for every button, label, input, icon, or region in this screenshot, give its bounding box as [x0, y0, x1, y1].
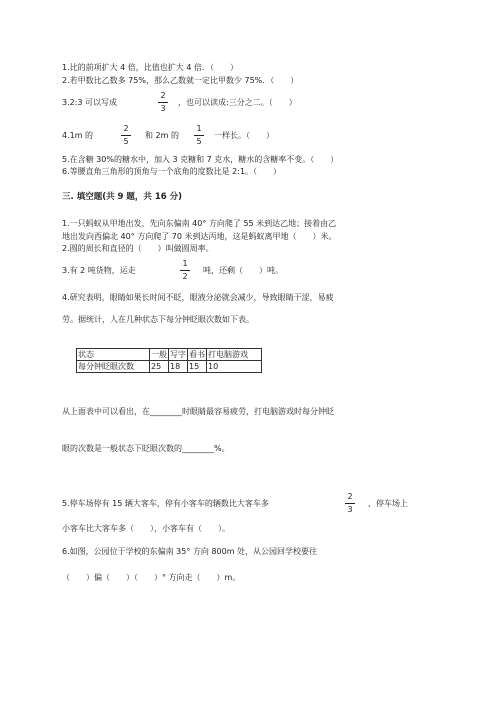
section-heading-fill: 三. 填空题(共 9 题，共 16 分): [62, 192, 183, 202]
judge-q1: 1.比的前项扩大 4 倍，比值也扩大 4 倍．（ ）: [62, 63, 238, 72]
fill-q5-text-b: ，停车场上: [368, 499, 408, 508]
fill-q3-text-a: 3.有 2 吨货物，运走: [62, 266, 136, 275]
fill-q6-line2: （ ）偏（ ）（ ）° 方向走（ ）m。: [62, 573, 241, 582]
table-header-row: [77, 349, 262, 361]
table-cell: 18: [169, 361, 188, 373]
fraction-numerator: 2: [347, 492, 353, 501]
table-cell: 10: [207, 361, 262, 373]
fraction-numerator: 1: [182, 259, 188, 268]
fill-q4-line2: 劳。据统计，人在几种状态下每分钟眨眼次数如下表。: [62, 315, 254, 324]
fraction-denominator: 3: [347, 505, 353, 514]
fraction-numerator: 1: [196, 124, 202, 133]
fill-q5-text-a: 5.停车场停有 15 辆大客车，停有小客车的辆数比大客车多: [62, 499, 269, 508]
fill-q5-fraction: [345, 492, 355, 515]
judge-q6: 6.等腰直角三角形的顶角与一个底角的度数比是 2:1。（ ）: [62, 167, 282, 176]
fill-q4-line4: 眼的次数是一般状态下眨眼次数的________%。: [62, 444, 230, 453]
judge-q3-fraction: [158, 91, 168, 114]
fill-q3-text-b: 吨，还剩（ ）吨。: [203, 266, 283, 275]
fill-q1-line2: 地出发向西偏北 40° 方向爬了 70 米到达丙地，这是蚂蚁离甲地（ ）米。: [62, 232, 337, 241]
fill-q1-line1: 1.一只蚂蚁从甲地出发，先向东偏南 40° 方向爬了 55 米到达乙地；接着由乙: [62, 219, 337, 228]
table-header-cell: 写字: [170, 350, 186, 359]
table-header-cell: 一般: [151, 350, 167, 359]
judge-q4-text-c: 一样长。（ ）: [214, 131, 274, 140]
fill-q6-line1: 6.如图，公园位于学校的东偏南 35° 方向 800m 处，从公园回学校要往: [62, 547, 318, 556]
table-header-cell: 看书: [189, 350, 205, 359]
fill-q3-fraction: [180, 259, 190, 282]
judge-q2: 2.若甲数比乙数多 75%，那么乙数就一定比甲数少 75%．（ ）: [62, 76, 299, 85]
fraction-numerator: 2: [160, 91, 166, 100]
judge-q3-text-b: ，也可以读成:三分之二。（ ）: [178, 98, 297, 107]
fraction-numerator: 2: [123, 124, 129, 133]
fraction-denominator: 3: [160, 104, 166, 113]
judge-q4-fraction-1: [121, 124, 131, 147]
judge-q5: 5.在含糖 30%的糖水中，加入 3 克糖和 7 克水，糖水的含糖率不变。（ ）: [62, 155, 339, 164]
table-cell: 每分钟眨眼次数: [77, 361, 150, 373]
table-row: [77, 361, 262, 373]
table-header-cell: 打电脑游戏: [207, 349, 262, 361]
fill-q2: 2.圆的周长和直径的（ ）叫做圆周率。: [62, 244, 214, 253]
judge-q3-text-a: 3.2:3 可以写成: [62, 98, 118, 107]
judge-q4-fraction-2: [194, 124, 204, 147]
judge-q4-text-a: 4.1m 的: [62, 131, 94, 140]
fraction-denominator: 2: [182, 272, 188, 281]
blink-rate-table: [76, 348, 262, 373]
fraction-denominator: 5: [196, 137, 202, 146]
judge-q4-text-b: 和 2m 的: [145, 131, 179, 140]
table-cell: 25: [150, 361, 169, 373]
fill-q5-line2: 小客车比大客车多（ ），小客车有（ ）。: [62, 524, 230, 533]
table-cell: 15: [188, 361, 207, 373]
fraction-denominator: 5: [123, 137, 129, 146]
table-header-cell: 状态: [77, 349, 150, 361]
fill-q4-line3: 从上面表中可以看出，在________时眼睛最容易疲劳，打电脑游戏时每分钟眨: [62, 407, 334, 416]
fill-q4-line1: 4.研究表明，眼睛如果长时间不眨，眼液分泌就会减少，导致眼睛干涩，易疲: [62, 293, 334, 302]
